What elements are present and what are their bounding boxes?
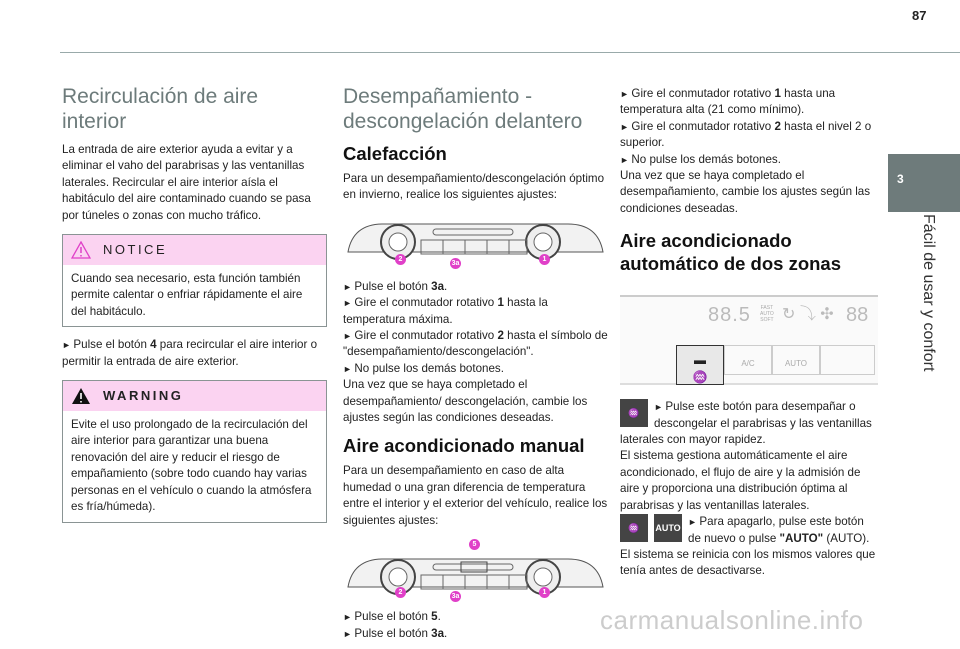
recirc-fan-icons: ↻ ⤵ ✣: [782, 306, 834, 324]
warning-outline-icon: [71, 241, 91, 259]
display-right: 88: [846, 304, 869, 327]
step: ► Gire el conmutador rotativo 1 hasta una temperatura alta (21 como mínimo).: [620, 86, 878, 119]
step: ► No pulse los demás botones.: [343, 361, 608, 377]
defrost-button[interactable]: ▬ ♒: [676, 345, 724, 385]
control-panel-illustration: [343, 539, 608, 599]
step: ► Pulse el botón 3a.: [343, 279, 608, 295]
outro-text: Una vez que se haya completado el desempañamiento/ descongelación, cambie los ajustes según las condiciones deseadas.: [343, 378, 588, 425]
display-left: 88.5: [708, 304, 751, 327]
heating-intro: Para un desempañamiento/descongelación óptimo en invierno, realice los siguientes ajustes:: [343, 172, 605, 202]
intro-text: La entrada de aire exterior ayuda a evitar y a eliminar el vaho del parabrisas y las ventanillas laterales. Recircular el aire interior aísla el habitáculo del aire contaminado cuando se pasa por túneles o zonas con mucho tráfico.: [62, 143, 311, 222]
auto-ac-panel-illustration: [620, 295, 878, 385]
ac-button[interactable]: A/C: [724, 345, 772, 375]
callout-2: 2: [395, 254, 406, 265]
step: ► Pulse el botón 5.: [343, 609, 608, 625]
callout-3a: 3a: [451, 259, 460, 267]
callout-5: 5: [469, 539, 480, 550]
header-rule: [60, 52, 960, 53]
warning-text: Evite el uso prolongado de la recirculación del aire interior para garantizar una buena renovación del aire y reducir el riesgo de empañamiento (sobre todo cuando hay varias personas en el vehículo o cuando la atmósfera es fría/húmeda).: [71, 418, 312, 514]
manual-intro: Para un desempañamiento en caso de alta humedad o una gran diferencia de temperatura entre el interior y el exterior del vehículo, realice los siguientes ajustes:: [343, 464, 608, 527]
reset-para: El sistema se reinicia con los mismos valores que tenía antes de desactivarse.: [620, 547, 876, 578]
section-title: Desempañamiento - descongelación delantero: [343, 85, 583, 133]
warning-label: WARNING: [103, 387, 184, 403]
watermark: carmanualsonline.info: [600, 605, 864, 635]
defrost-para: ♒ ► Pulse este botón para desempañar o descongelar el parabrisas y las ventanillas laterales con mayor rapidez.: [620, 399, 878, 448]
section-title: Recirculación de aire interior: [62, 85, 259, 133]
heading-manual-ac: Aire acondicionado manual: [343, 435, 585, 457]
notice-label: NOTICE: [103, 241, 168, 257]
chapter-title: Fácil de usar y confort: [920, 214, 937, 372]
column-recirculation: [62, 84, 327, 533]
step: ► Gire el conmutador rotativo 1 hasta la temperatura máxima.: [343, 295, 608, 328]
climate-panel-image: [343, 214, 608, 264]
callout-1: 1: [539, 254, 550, 265]
chapter-tab[interactable]: 3: [888, 154, 960, 212]
auto-icon: AUTO: [654, 514, 682, 542]
step: ► Gire el conmutador rotativo 2 hasta el símbolo de "desempañamiento/descongelación".: [343, 328, 608, 361]
notice-box: [62, 234, 327, 327]
heading-auto-ac: Aire acondicionado automático de dos zonas: [620, 230, 842, 275]
heading-heating: Calefacción: [343, 143, 447, 164]
control-panel-illustration: [343, 214, 608, 269]
step: ► No pulse los demás botones.: [620, 152, 878, 168]
fan-modes: FAST AUTO SOFT: [760, 305, 774, 324]
outro-text: Una vez que se haya completado el desempañamiento, cambie los ajustes según las condiciones deseadas.: [620, 169, 871, 215]
step: ► Pulse el botón 4 para recircular el aire interior o permitir la entrada de aire exterior.: [62, 337, 327, 370]
auto-button[interactable]: AUTO: [772, 345, 820, 375]
notice-text: Cuando sea necesario, esta función también permite calentar o enfriar rápidamente el aire del habitáculo.: [71, 272, 303, 318]
panel-button[interactable]: [820, 345, 875, 375]
warning-filled-icon: [71, 387, 91, 405]
defrost-icon: ♒: [620, 399, 648, 427]
climate-panel-image: [343, 544, 608, 599]
callout-3a: 3a: [451, 593, 460, 601]
off-para: ♒ AUTO ► Para apagarlo, pulse este botón de nuevo o pulse "AUTO" (AUTO).: [620, 514, 878, 547]
system-para: El sistema gestiona automáticamente el aire acondicionado, el flujo de aire y la admisión de aire y proporciona una distribución óptima al parabrisas y las ventanillas laterales.: [620, 449, 861, 512]
page-number: 87: [912, 8, 927, 23]
warning-box: [62, 380, 327, 522]
callout-1: 1: [539, 587, 550, 598]
column-continued: [620, 86, 878, 580]
column-defogging: [343, 84, 608, 642]
step: ► Pulse el botón 3a.: [343, 626, 608, 642]
step: ► Gire el conmutador rotativo 2 hasta el nivel 2 o superior.: [620, 119, 878, 152]
defrost-icon: ♒: [620, 514, 648, 542]
callout-2: 2: [395, 587, 406, 598]
